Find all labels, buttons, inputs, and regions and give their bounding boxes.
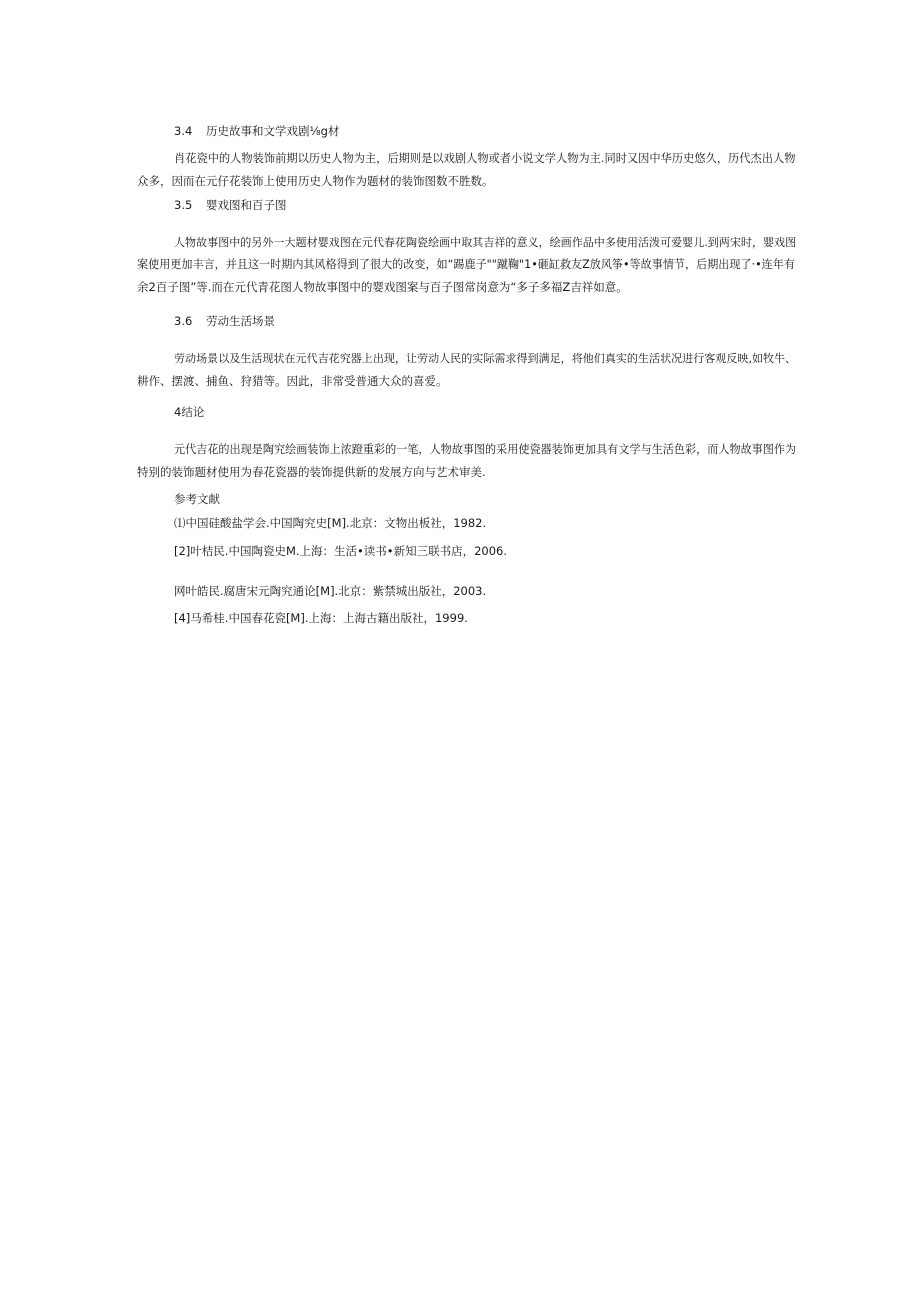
section-title: 历史故事和文学戏剧⅛g材 [206,124,340,138]
paragraph-line: 特别的装饰题材使用为春花瓷器的装饰提供新的发展方向与艺术审美. [137,465,486,479]
conclusion-title: 4结论 [174,405,205,419]
section-number: 3.6 [174,314,193,328]
section-paragraph-3-4 [137,148,795,192]
section-title: 劳动生活场景 [206,314,275,328]
section-number: 3.5 [174,198,193,212]
reference-item: ⑴中国硅酸盐学会.中国陶究史[M].北京：文物出板社，1982. [174,516,487,530]
references-heading [174,491,220,507]
section-heading-3-4 [174,123,339,139]
section-paragraph-3-6 [137,348,795,392]
reference-item: [2]叶桔民.中国陶瓷史M.上海：生活•读书•新知三联书店，2006. [174,544,508,558]
conclusion-heading [174,404,204,420]
paragraph-line: 耕作、摆渡、捕鱼、狩猎等。因此，非常受普通大众的喜爱。 [137,374,448,388]
section-heading-3-5 [174,197,287,213]
references-title: 参考文献 [174,492,220,506]
section-paragraph-3-5 [137,232,795,298]
reference-item: [4]马希桂.中国春花瓷[M].上海：上海古籍出版社，1999. [174,611,468,625]
paragraph-line: 案使用更加丰言，并且这一时期内其风格得到了很大的改变，如“踢鹿子""蹴鞠"1•砸缸救友Z放风筝•等故事情节，后期出现了·•连年有 [137,258,795,271]
conclusion-paragraph [137,439,795,483]
section-heading-3-6 [174,313,275,329]
paragraph-line: 劳动场景以及生活现状在元代吉花究器上出现，让劳动人民的实际需求得到满足，将他们真实的生活状况进行客观反映,如牧牛、 [174,352,797,365]
paragraph-line: 肖花瓷中的人物装饰前期以历史人物为主，后期则是以戏剧人物或者小说文学人物为主.同时又因中华历史悠久，历代杰出人物 [174,152,796,165]
paragraph-line: 余2百子图”等.而在元代青花图人物故事图中的婴戏图案与百子图常岗意为“多子多福Z吉祥如意。 [137,280,628,294]
paragraph-line: 人物故事图中的另外一大题材婴戏图在元代春花陶瓷绘画中取其吉祥的意义，绘画作品中多使用活泼可爱婴儿.到两宋时，婴戏图 [174,236,797,249]
reference-item: 网叶皓民.腐唐宋元陶究通论[M].北京：紫禁城出版社，2003. [174,584,487,598]
section-title: 婴戏图和百子图 [206,198,287,212]
section-number: 3.4 [174,124,193,138]
paragraph-line: 元代吉花的出现是陶究绘画装饰上浓蹬重彩的一笔，人物故事图的采用使瓷器装饰更加具有文学与生活色彩，而人物故事图作为 [174,443,797,456]
paragraph-line: 众多，因而在元仔花装饰上使用历史人物作为题材的装饰图数不胜数。 [137,174,494,188]
